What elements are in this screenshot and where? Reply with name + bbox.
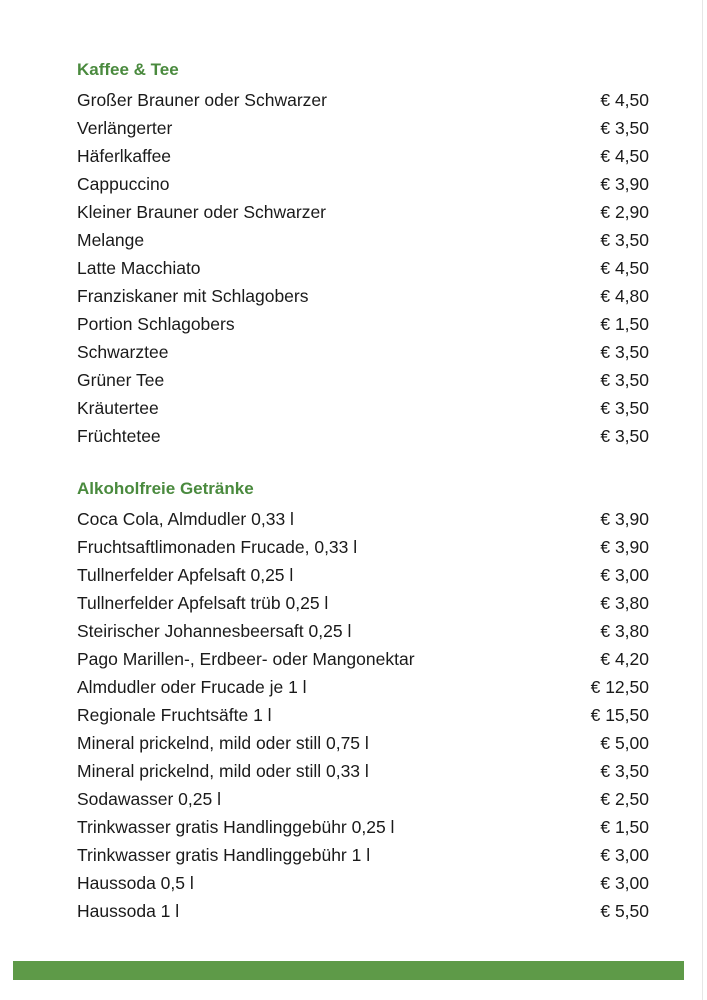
section-title-kaffee-tee: Kaffee & Tee xyxy=(77,60,179,79)
menu-item xyxy=(77,86,649,114)
menu-item-price: € 15,50 xyxy=(590,705,649,725)
menu-item xyxy=(77,869,649,897)
menu-item-name: Mineral prickelnd, mild oder still 0,33 l xyxy=(77,761,369,781)
menu-item-name: Kräutertee xyxy=(77,398,159,418)
menu-item xyxy=(77,841,649,869)
menu-item-price: € 1,50 xyxy=(600,314,649,334)
section-alkoholfreie-getraenke xyxy=(77,477,649,925)
menu-item-price: € 3,80 xyxy=(600,621,649,641)
menu-item-price: € 3,00 xyxy=(600,845,649,865)
menu-item-price: € 12,50 xyxy=(590,677,649,697)
menu-item-price: € 3,80 xyxy=(600,593,649,613)
menu-item xyxy=(77,505,649,533)
menu-item xyxy=(77,897,649,925)
menu-item-price: € 2,90 xyxy=(600,202,649,222)
menu-item-name: Schwarztee xyxy=(77,342,169,362)
menu-item xyxy=(77,533,649,561)
menu-item-price: € 4,80 xyxy=(600,286,649,306)
menu-item-name: Früchtetee xyxy=(77,426,161,446)
menu-item xyxy=(77,645,649,673)
menu-item-price: € 4,50 xyxy=(600,90,649,110)
menu-item xyxy=(77,114,649,142)
menu-item xyxy=(77,282,649,310)
menu-item-name: Großer Brauner oder Schwarzer xyxy=(77,90,327,110)
menu-item-name: Grüner Tee xyxy=(77,370,165,390)
menu-item xyxy=(77,617,649,645)
menu-item xyxy=(77,589,649,617)
menu-item xyxy=(77,198,649,226)
menu-item-name: Haussoda 1 l xyxy=(77,901,180,921)
menu-item-name: Haussoda 0,5 l xyxy=(77,873,194,893)
menu-item xyxy=(77,394,649,422)
menu-item-name: Tullnerfelder Apfelsaft trüb 0,25 l xyxy=(77,593,329,613)
section-title-alkoholfreie-getraenke: Alkoholfreie Getränke xyxy=(77,479,254,498)
menu-item xyxy=(77,785,649,813)
menu-item-price: € 3,00 xyxy=(600,565,649,585)
menu-item-price: € 3,50 xyxy=(600,118,649,138)
menu-item-name: Trinkwasser gratis Handlinggebühr 0,25 l xyxy=(77,817,395,837)
menu-item-name: Regionale Fruchtsäfte 1 l xyxy=(77,705,272,725)
menu-item-price: € 3,90 xyxy=(600,537,649,557)
menu-item-price: € 2,50 xyxy=(600,789,649,809)
menu-item-name: Latte Macchiato xyxy=(77,258,201,278)
menu-item-price: € 3,50 xyxy=(600,398,649,418)
menu-item xyxy=(77,310,649,338)
menu-item-price: € 4,50 xyxy=(600,146,649,166)
menu-item-name: Sodawasser 0,25 l xyxy=(77,789,221,809)
menu-item-name: Tullnerfelder Apfelsaft 0,25 l xyxy=(77,565,294,585)
menu-item xyxy=(77,254,649,282)
menu-item-price: € 3,50 xyxy=(600,370,649,390)
menu-item-price: € 3,50 xyxy=(600,230,649,250)
section-kaffee-tee xyxy=(77,58,649,450)
menu-item-price: € 4,50 xyxy=(600,258,649,278)
menu-item xyxy=(77,729,649,757)
menu-item xyxy=(77,757,649,785)
menu-list-kaffee-tee xyxy=(77,86,649,450)
menu-item-name: Häferlkaffee xyxy=(77,146,172,166)
menu-item xyxy=(77,673,649,701)
menu-item-price: € 1,50 xyxy=(600,817,649,837)
menu-item-price: € 3,90 xyxy=(600,509,649,529)
menu-item xyxy=(77,701,649,729)
menu-item xyxy=(77,170,649,198)
menu-item xyxy=(77,226,649,254)
menu-item-price: € 3,50 xyxy=(600,342,649,362)
menu-item-name: Coca Cola, Almdudler 0,33 l xyxy=(77,509,294,529)
menu-item-name: Franziskaner mit Schlagobers xyxy=(77,286,309,306)
menu-item-name: Cappuccino xyxy=(77,174,170,194)
footer-green-bar xyxy=(13,961,684,980)
menu-item-name: Verlängerter xyxy=(77,118,173,138)
menu-item-price: € 3,90 xyxy=(600,174,649,194)
menu-item xyxy=(77,422,649,450)
menu-item-price: € 3,00 xyxy=(600,873,649,893)
menu-item-name: Melange xyxy=(77,230,145,250)
menu-item xyxy=(77,561,649,589)
menu-item-name: Mineral prickelnd, mild oder still 0,75 l xyxy=(77,733,369,753)
menu-item-name: Almdudler oder Frucade je 1 l xyxy=(77,677,307,697)
menu-list-alkoholfreie-getraenke xyxy=(77,505,649,925)
menu-item-name: Fruchtsaftlimonaden Frucade, 0,33 l xyxy=(77,537,358,557)
menu-item-price: € 3,50 xyxy=(600,426,649,446)
menu-item-price: € 4,20 xyxy=(600,649,649,669)
menu-item-price: € 5,50 xyxy=(600,901,649,921)
menu-item-name: Trinkwasser gratis Handlinggebühr 1 l xyxy=(77,845,371,865)
menu-item-name: Steirischer Johannesbeersaft 0,25 l xyxy=(77,621,352,641)
menu-item-name: Portion Schlagobers xyxy=(77,314,235,334)
menu-item xyxy=(77,813,649,841)
menu-item xyxy=(77,142,649,170)
menu-item-price: € 3,50 xyxy=(600,761,649,781)
menu-item-name: Kleiner Brauner oder Schwarzer xyxy=(77,202,327,222)
menu-item-name: Pago Marillen-, Erdbeer- oder Mangonektar xyxy=(77,649,415,669)
menu-item xyxy=(77,366,649,394)
menu-item xyxy=(77,338,649,366)
menu-item-price: € 5,00 xyxy=(600,733,649,753)
page-edge-line xyxy=(702,0,703,1000)
